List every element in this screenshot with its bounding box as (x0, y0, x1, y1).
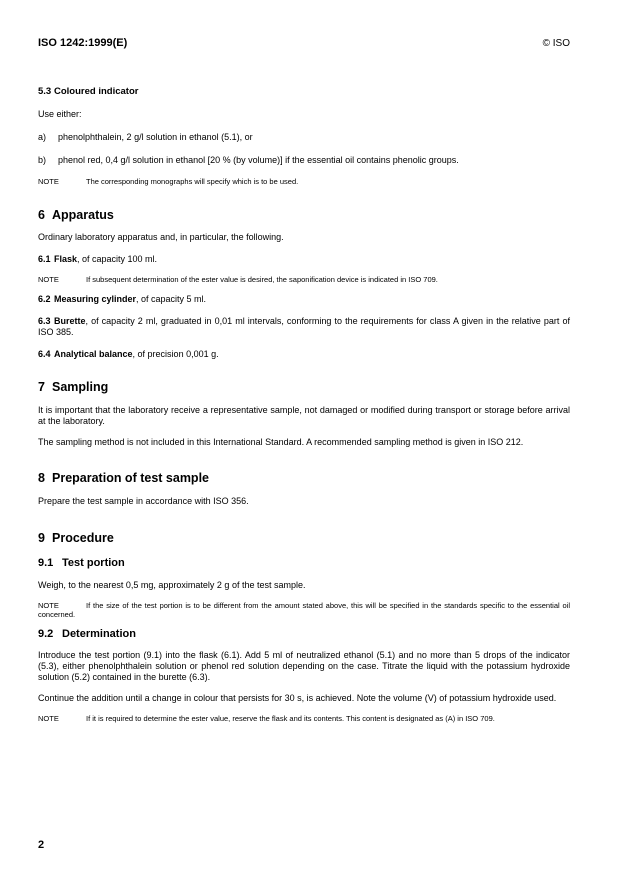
paragraph: Weigh, to the nearest 0,5 mg, approximately 2 g of the test sample. (38, 580, 306, 590)
paragraph: Ordinary laboratory apparatus and, in particular, the following. (38, 232, 284, 242)
clause-title: Preparation of test sample (52, 471, 209, 485)
clause-6-2 (38, 294, 570, 305)
note (38, 275, 570, 284)
clause-number: 6.1 (38, 254, 51, 264)
list-item (38, 132, 570, 143)
clause-5-3-heading (38, 86, 570, 97)
list-marker: a) (38, 132, 47, 142)
document-body (38, 86, 570, 723)
copyright-mark: © ISO (542, 38, 570, 49)
list-text: phenolphthalein, 2 g/l solution in ethanol (5.1), or (58, 132, 253, 142)
paragraph: Use either: (38, 109, 82, 119)
paragraph: The sampling method is not included in this International Standard. A recommended sampling method is given in ISO 212. (38, 437, 524, 447)
list-text: phenol red, 0,4 g/l solution in ethanol [20 % (by volume)] if the essential oil contains phenolic groups. (58, 155, 459, 165)
page-number: 2 (38, 839, 45, 851)
clause-title: Sampling (52, 380, 109, 394)
note-label: NOTE (38, 601, 59, 610)
note (38, 714, 570, 723)
clause-text: , of precision 0,001 g. (132, 349, 219, 359)
paragraph: It is important that the laboratory receive a representative sample, not damaged or modified during transport or storage before arrival at the laboratory. (38, 405, 570, 426)
paragraph: Introduce the test portion (9.1) into the flask (6.1). Add 5 ml of neutralized ethanol (5.1) and no more than 5 drops of the indicator (5.3), either phenolphthalein solution or phenol red solution depending on the case. Titrate the liquid with the potassium hydroxide solution (5.2) contained in the burette (6.3). (38, 650, 570, 682)
note-text: If subsequent determination of the ester value is desired, the saponification device is indicated in ISO 709. (86, 275, 438, 284)
clause-title: Determination (62, 628, 136, 640)
clause-title: Analytical balance (54, 349, 133, 359)
clause-6-3 (38, 316, 570, 338)
clause-6-4 (38, 349, 570, 360)
note-label: NOTE (38, 275, 59, 284)
clause-title: Measuring cylinder (54, 294, 137, 304)
note-label: NOTE (38, 177, 59, 186)
document-id: ISO 1242:1999(E) (38, 37, 128, 49)
note-text: The corresponding monographs will specify which is to be used. (86, 177, 299, 186)
clause-title: Burette (54, 316, 86, 326)
clause-number: 9.2 (38, 628, 54, 640)
clause-6-heading (38, 208, 570, 222)
note (38, 601, 570, 619)
clause-title: Apparatus (52, 208, 114, 222)
clause-7-heading (38, 380, 570, 394)
paragraph: Continue the addition until a change in colour that persists for 30 s, is achieved. Note the volume (V) of potassium hydroxide used. (38, 693, 557, 703)
clause-title: Coloured indicator (54, 86, 139, 97)
clause-number: 6.4 (38, 349, 51, 359)
note (38, 177, 570, 186)
clause-number: 7 (38, 380, 45, 394)
clause-text: , of capacity 5 ml. (136, 294, 207, 304)
clause-text: , of capacity 100 ml. (77, 254, 158, 264)
clause-number: 9 (38, 531, 45, 545)
list-marker: b) (38, 155, 47, 165)
clause-number: 9.1 (38, 557, 54, 569)
clause-title: Procedure (52, 531, 114, 545)
clause-8-heading (38, 471, 570, 485)
clause-title: Test portion (62, 557, 125, 569)
clause-6-1 (38, 254, 570, 265)
list-item (38, 155, 570, 166)
clause-title: Flask (54, 254, 78, 264)
clause-9-1-heading (38, 557, 570, 569)
clause-number: 6.3 (38, 316, 51, 326)
note-text: If the size of the test portion is to be different from the amount stated above, this will be specified in the standards specific to the essential oil concerned. (38, 601, 570, 619)
clause-9-2-heading (38, 628, 570, 640)
clause-number: 5.3 (38, 86, 52, 97)
clause-9-heading (38, 531, 570, 545)
clause-number: 6.2 (38, 294, 51, 304)
clause-number: 8 (38, 471, 45, 485)
clause-text: , of capacity 2 ml, graduated in 0,01 ml intervals, conforming to the requirements for class A given in the relative part of ISO 385. (38, 316, 570, 337)
paragraph: Prepare the test sample in accordance with ISO 356. (38, 496, 249, 506)
note-text: If it is required to determine the ester value, reserve the flask and its contents. This content is designated as (A) in ISO 709. (86, 714, 495, 723)
clause-number: 6 (38, 208, 45, 222)
note-label: NOTE (38, 714, 59, 723)
